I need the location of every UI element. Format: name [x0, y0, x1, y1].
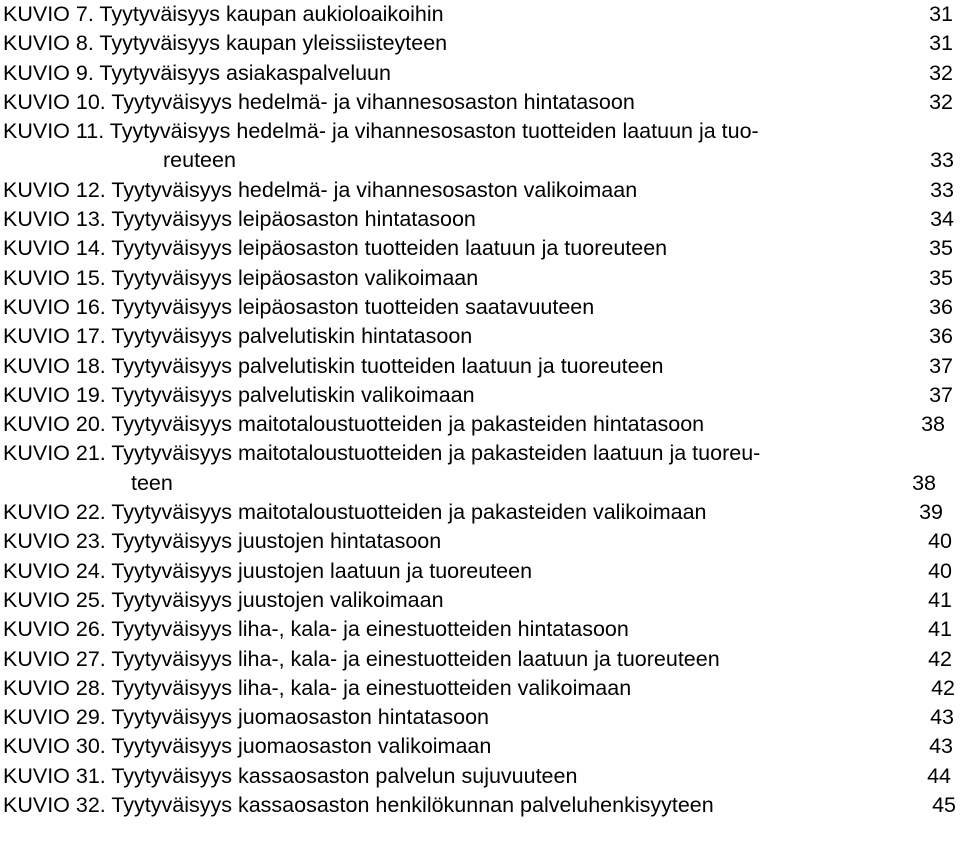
page-number: 33 [930, 177, 954, 202]
page-number: 38 [912, 470, 936, 495]
page-number: 40 [928, 558, 952, 583]
page-number: 32 [929, 60, 953, 85]
page-number: 42 [928, 646, 952, 671]
entry-title: KUVIO 7. Tyytyväisyys kaupan aukioloaikoihin [3, 2, 444, 26]
list-item [0, 0, 960, 29]
list-item [0, 439, 960, 498]
entry-title: KUVIO 19. Tyytyväisyys palvelutiskin valikoimaan [3, 382, 475, 407]
entry-title-continuation: teen [131, 470, 173, 495]
entry-title: KUVIO 17. Tyytyväisyys palvelutiskin hintatasoon [3, 324, 473, 349]
entry-title-continuation: reuteen [163, 148, 236, 173]
list-item [0, 498, 960, 527]
list-item [0, 234, 960, 263]
entry-title: KUVIO 16. Tyytyväisyys leipäosaston tuotteiden saatavuuteen [3, 294, 595, 319]
page-number: 35 [929, 236, 953, 261]
entry-title: KUVIO 13. Tyytyväisyys leipäosaston hintatasoon [3, 207, 476, 232]
list-item [0, 176, 960, 205]
entry-title: KUVIO 21. Tyytyväisyys maitotaloustuotteiden ja pakasteiden laatuun ja tuoreu- [3, 441, 761, 466]
page-number: 44 [927, 763, 951, 788]
page-number: 33 [930, 148, 954, 173]
entry-title: KUVIO 11. Tyytyväisyys hedelmä- ja vihannesosaston tuotteiden laatuun ja tuo- [3, 119, 759, 144]
page-number: 37 [929, 382, 953, 407]
entry-title: KUVIO 15. Tyytyväisyys leipäosaston valikoimaan [3, 265, 479, 290]
list-item [0, 615, 960, 644]
entry-title: KUVIO 20. Tyytyväisyys maitotaloustuotteiden ja pakasteiden hintatasoon [3, 412, 705, 437]
list-item [0, 557, 960, 586]
page-number: 45 [932, 793, 956, 818]
entry-title: KUVIO 28. Tyytyväisyys liha-, kala- ja einestuotteiden valikoimaan [3, 675, 632, 700]
entry-title: KUVIO 26. Tyytyväisyys liha-, kala- ja einestuotteiden hintatasoon [3, 617, 629, 642]
list-item [0, 674, 960, 703]
page-number: 40 [928, 529, 952, 554]
entry-title: KUVIO 24. Tyytyväisyys juustojen laatuun ja tuoreuteen [3, 558, 533, 583]
page-number: 37 [929, 353, 953, 378]
list-item [0, 762, 960, 791]
list-item [0, 29, 960, 58]
entry-title: KUVIO 10. Tyytyväisyys hedelmä- ja vihannesosaston hintatasoon [3, 89, 635, 114]
page-number: 43 [929, 734, 953, 759]
page-number: 38 [921, 412, 945, 437]
page-number: 34 [930, 207, 954, 232]
list-item [0, 264, 960, 293]
page-number: 41 [928, 617, 952, 642]
entry-title: KUVIO 8. Tyytyväisyys kaupan yleissiisteyteen [3, 31, 448, 56]
list-item [0, 527, 960, 556]
list-item [0, 703, 960, 732]
page-number: 32 [929, 89, 953, 114]
page-number: 36 [929, 294, 953, 319]
page-number: 35 [929, 265, 953, 290]
entry-title: KUVIO 22. Tyytyväisyys maitotaloustuotteiden ja pakasteiden valikoimaan [3, 500, 707, 525]
entry-title: KUVIO 14. Tyytyväisyys leipäosaston tuotteiden laatuun ja tuoreuteen [3, 236, 668, 261]
page-number: 31 [929, 2, 953, 26]
list-item [0, 586, 960, 615]
entry-title: KUVIO 23. Tyytyväisyys juustojen hintatasoon [3, 529, 442, 554]
page-number: 41 [928, 587, 952, 612]
list-item [0, 645, 960, 674]
list-item [0, 410, 960, 439]
entry-title: KUVIO 30. Tyytyväisyys juomaosaston valikoimaan [3, 734, 492, 759]
entry-title: KUVIO 32. Tyytyväisyys kassaosaston henkilökunnan palveluhenkisyyteen [3, 793, 714, 818]
page-number: 31 [929, 31, 953, 56]
page-number: 42 [931, 675, 955, 700]
entry-title: KUVIO 12. Tyytyväisyys hedelmä- ja vihannesosaston valikoimaan [3, 177, 638, 202]
entry-title: KUVIO 25. Tyytyväisyys juustojen valikoimaan [3, 587, 444, 612]
page-number: 43 [930, 705, 954, 730]
list-item [0, 732, 960, 761]
entry-title: KUVIO 18. Tyytyväisyys palvelutiskin tuotteiden laatuun ja tuoreuteen [3, 353, 664, 378]
list-item [0, 293, 960, 322]
list-item [0, 791, 960, 820]
list-item [0, 322, 960, 351]
entry-title: KUVIO 9. Tyytyväisyys asiakaspalveluun [3, 60, 391, 85]
list-item [0, 59, 960, 88]
entry-title: KUVIO 29. Tyytyväisyys juomaosaston hintatasoon [3, 705, 489, 730]
entry-title: KUVIO 31. Tyytyväisyys kassaosaston palvelun sujuvuuteen [3, 763, 578, 788]
list-item [0, 381, 960, 410]
list-item [0, 88, 960, 117]
list-item [0, 205, 960, 234]
page-number: 39 [919, 500, 943, 525]
list-item [0, 117, 960, 176]
list-item [0, 352, 960, 381]
entry-title: KUVIO 27. Tyytyväisyys liha-, kala- ja einestuotteiden laatuun ja tuoreuteen [3, 646, 720, 671]
page-number: 36 [929, 324, 953, 349]
